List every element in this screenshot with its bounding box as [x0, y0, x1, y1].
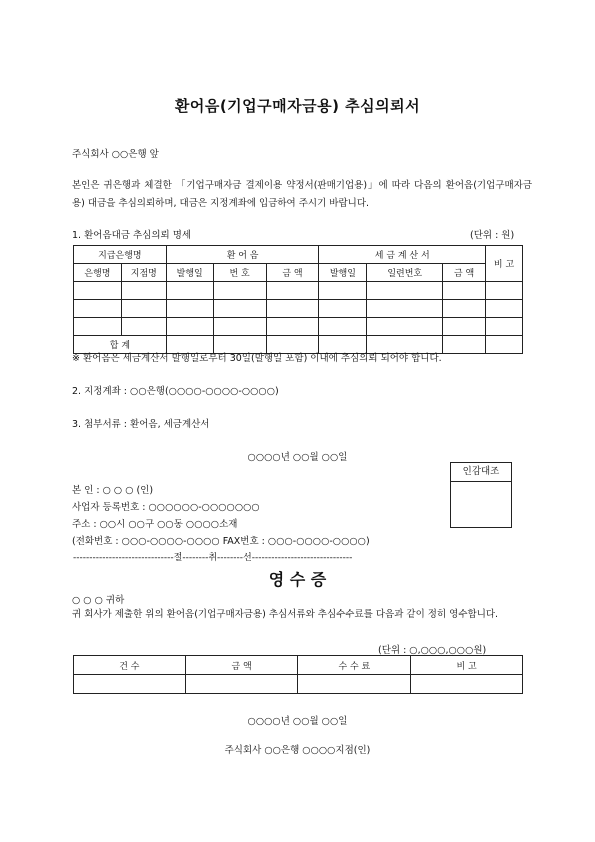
intro-paragraph: 본인은 귀은행과 체결한 「기업구매자금 결제이용 약정서(판매기업용)」에 따라 다음의 환어음(기업구매자금용) 대금을 추심의뢰하며, 대금은 지정계좌에 입금하여 주시기 바랍니다.	[72, 180, 532, 209]
header-tax-invoice: 세 금 계 산 서	[319, 246, 486, 264]
document-title: 환어음(기업구매자금용) 추심의뢰서	[174, 97, 421, 115]
col-count: 건 수	[74, 656, 186, 675]
col-remarks: 비 고	[411, 656, 523, 675]
section1-label: 1. 환어음대금 추심의뢰 명세	[72, 230, 192, 241]
col-tax-issue-date: 발행일	[319, 264, 367, 282]
receipt-unit: (단위 : ○,○○○,○○○원)	[378, 645, 487, 656]
col-fee: 수 수 료	[298, 656, 411, 675]
table-row	[74, 318, 523, 336]
request-date: ○○○○년 ○○월 ○○일	[247, 452, 348, 463]
receipt-addressee: ○ ○ ○ 귀하	[72, 595, 125, 606]
total-label: 합 계	[74, 336, 167, 354]
seal-verification-label: 인감대조	[451, 463, 511, 482]
col-bill-issue-date: 발행일	[166, 264, 213, 282]
addressee: 주식회사 ○○은행 앞	[72, 149, 159, 160]
receipt-date: ○○○○년 ○○월 ○○일	[247, 716, 348, 727]
cut-line: -------------------------------절--------취--------선-------------------------------	[73, 553, 353, 563]
seal-verification-box	[450, 462, 512, 528]
table-row	[74, 300, 523, 318]
table-row	[74, 675, 523, 694]
receipt-table	[73, 655, 523, 694]
collection-detail-table	[73, 245, 523, 354]
header-paying-bank: 지급은행명	[74, 246, 167, 264]
designated-account: 2. 지정계좌 : ○○은행(○○○○-○○○○-○○○○)	[72, 386, 279, 397]
col-tax-serial: 일련번호	[367, 264, 443, 282]
table-row	[74, 282, 523, 300]
applicant-phone-fax: (전화번호 : ○○○-○○○○-○○○○ FAX번호 : ○○○-○○○○-○○○○)	[72, 536, 370, 547]
header-remarks: 비 고	[486, 246, 523, 282]
applicant-address: 주소 : ○○시 ○○구 ○○동 ○○○○소재	[72, 519, 238, 530]
receipt-issuer: 주식회사 ○○은행 ○○○○지점(인)	[224, 745, 371, 756]
section1-unit: (단위 : 원)	[470, 230, 515, 241]
header-bill: 환 어 음	[166, 246, 319, 264]
col-bill-amount: 금 액	[266, 264, 319, 282]
business-reg-number: 사업자 등록번호 : ○○○○○○-○○○○○○○	[72, 502, 260, 513]
col-bank-name: 은행명	[74, 264, 122, 282]
receipt-title: 영 수 증	[268, 570, 327, 589]
attachments: 3. 첨부서류 : 환어음, 세금계산서	[72, 419, 210, 430]
col-branch-name: 지점명	[121, 264, 166, 282]
col-bill-number: 번 호	[213, 264, 266, 282]
col-tax-amount: 금 액	[443, 264, 486, 282]
receipt-body: 귀 회사가 제출한 위의 환어음(기업구매자금용) 추심서류와 추심수수료를 다음과 같이 정히 영수합니다.	[72, 609, 499, 620]
deadline-note: ※ 환어음은 세금계산서 발행일로부터 30일(발행일 포함) 이내에 추심의뢰 되어야 합니다.	[72, 353, 442, 364]
col-amount: 금 액	[185, 656, 298, 675]
applicant-name: 본 인 : ○ ○ ○ (인)	[72, 485, 154, 496]
